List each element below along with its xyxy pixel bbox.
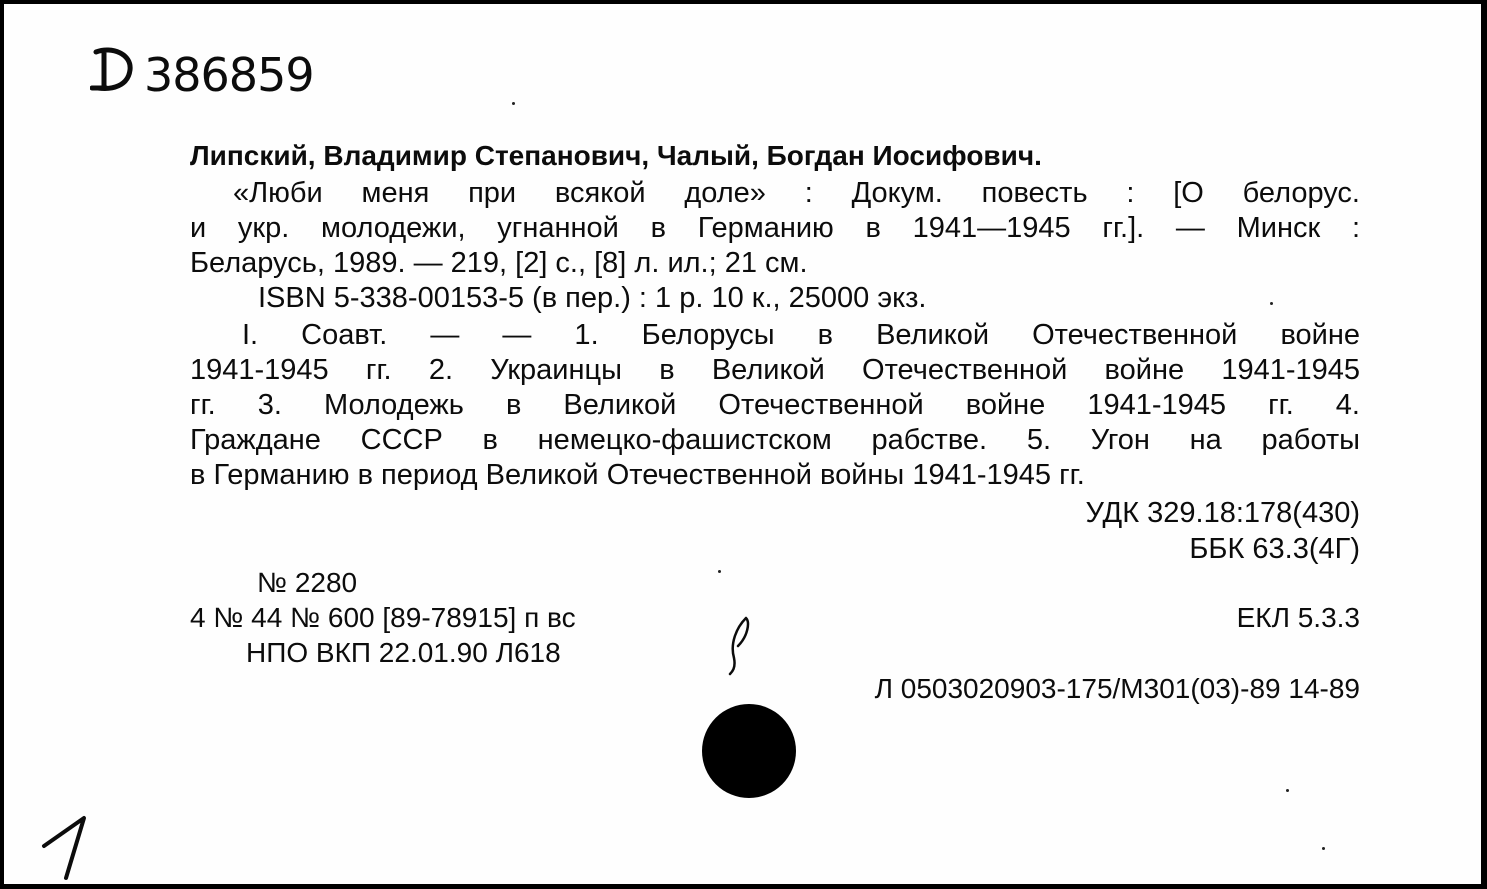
- ekl-code: ЕКЛ 5.3.3: [1236, 602, 1360, 633]
- catalog-card: [4, 4, 1481, 884]
- publisher-info: НПО ВКП 22.01.90 Л618: [246, 637, 561, 668]
- speck-mark: [1322, 847, 1325, 850]
- bbk-code: ББК 63.3(4Г): [1189, 533, 1360, 565]
- title-line-3: Беларусь, 1989. — 219, [2] с., [8] л. ил.; 21 см.: [190, 247, 808, 279]
- handwritten-one-mark: [36, 812, 96, 882]
- subject-line-3: гг. 3. Молодежь в Великой Отечественной войне 1941-1945 гг. 4.: [190, 389, 1360, 421]
- subject-line-5: в Германию в период Великой Отечественной войны 1941-1945 гг.: [190, 459, 1085, 491]
- classification-code: Л 0503020903-175/М301(03)-89 14-89: [874, 673, 1360, 704]
- subject-line-2: 1941-1945 гг. 2. Украинцы в Великой Отечественной войне 1941-1945: [190, 354, 1360, 386]
- inventory-number: 386859: [144, 48, 314, 102]
- speck-mark: [512, 102, 515, 105]
- handwritten-squiggle-mark: [726, 614, 756, 676]
- subject-line-4: Граждане СССР в немецко-фашистском рабстве. 5. Угон на работы: [190, 424, 1360, 456]
- print-info: 4 № 44 № 600 [89-78915] п вс: [190, 602, 576, 633]
- handwritten-d-mark: [90, 44, 140, 96]
- udk-code: УДК 329.18:178(430): [1085, 497, 1360, 529]
- punch-hole: [702, 704, 796, 798]
- subject-line-1: I. Соавт. — — 1. Белорусы в Великой Отечественной войне: [242, 319, 1360, 351]
- title-line-1: «Люби меня при всякой доле» : Докум. повесть : [О белорус.: [233, 177, 1360, 209]
- speck-mark: [1270, 302, 1273, 305]
- isbn-line: ISBN 5-338-00153-5 (в пер.) : 1 р. 10 к., 25000 экз.: [258, 282, 927, 314]
- speck-mark: [718, 570, 721, 573]
- authors-heading: Липский, Владимир Степанович, Чалый, Богдан Иосифович.: [190, 140, 1042, 171]
- order-number: № 2280: [257, 567, 358, 598]
- speck-mark: [1286, 789, 1289, 792]
- title-line-2: и укр. молодежи, угнанной в Германию в 1941—1945 гг.]. — Минск :: [190, 212, 1360, 244]
